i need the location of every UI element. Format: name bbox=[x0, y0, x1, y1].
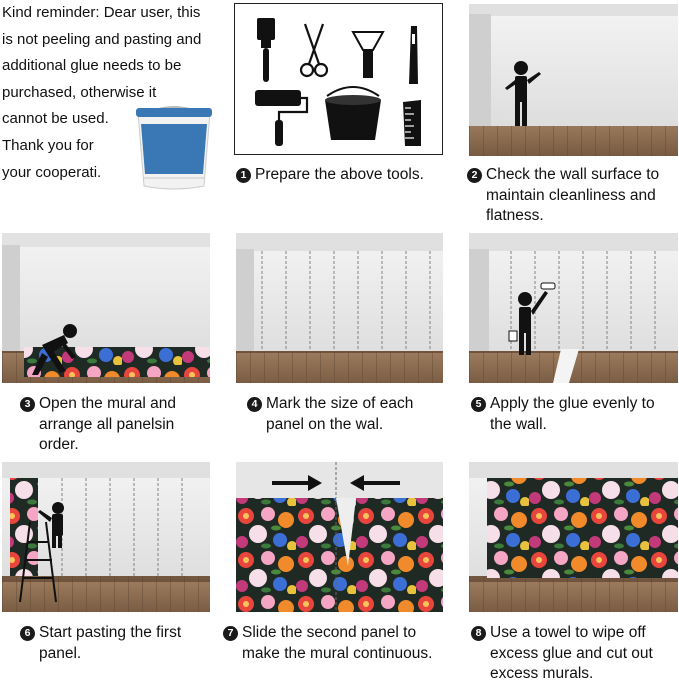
caption-line: the wall. bbox=[490, 415, 547, 433]
paint-brush-icon bbox=[257, 18, 275, 82]
step-number: 4 bbox=[247, 397, 262, 412]
paint-roller-icon bbox=[255, 90, 307, 146]
reminder-line: your cooperati. bbox=[2, 163, 102, 181]
glue-bucket-image bbox=[134, 100, 214, 190]
reminder-line: cannot be used. bbox=[2, 110, 109, 128]
scissors-icon bbox=[301, 24, 327, 76]
caption-line: Slide the second panel to bbox=[242, 624, 417, 641]
caption-line: Check the wall surface to bbox=[486, 166, 660, 183]
step-number: 8 bbox=[471, 626, 486, 641]
step-3-scene bbox=[2, 233, 210, 383]
caption-line: excess murals. bbox=[490, 665, 594, 682]
step-6-scene bbox=[2, 462, 210, 612]
caption-line: flatness. bbox=[486, 207, 544, 224]
tools-panel bbox=[234, 3, 443, 155]
step-5-caption bbox=[471, 394, 655, 435]
step-7-caption bbox=[223, 623, 432, 664]
ruler-icon bbox=[403, 100, 421, 146]
utility-knife-icon bbox=[409, 26, 418, 84]
caption-line: Mark the size of each bbox=[266, 395, 414, 412]
reminder-line: Kind reminder: Dear user, this bbox=[2, 4, 201, 21]
step-5-scene bbox=[469, 233, 678, 383]
step-1-caption bbox=[236, 165, 424, 186]
bucket-icon bbox=[325, 87, 381, 140]
caption-line: Use a towel to wipe off bbox=[490, 624, 646, 641]
scraper-icon bbox=[353, 32, 383, 78]
step-7-scene bbox=[236, 462, 443, 612]
caption-line: Start pasting the first bbox=[39, 624, 182, 641]
step-4-scene bbox=[236, 233, 443, 383]
caption-line: order. bbox=[39, 436, 79, 453]
step-number: 5 bbox=[471, 397, 486, 412]
caption-line: arrange all panelsin bbox=[39, 415, 175, 433]
step-3-caption bbox=[20, 394, 176, 456]
reminder-line: is not peeling and pasting and bbox=[2, 30, 202, 48]
step-2-scene bbox=[469, 4, 678, 156]
caption-line: panel on the wal. bbox=[266, 415, 384, 433]
step-4-caption bbox=[247, 394, 413, 435]
caption-line: Open the mural and bbox=[39, 395, 177, 412]
step-number: 7 bbox=[223, 626, 238, 641]
caption-line: Prepare the above tools. bbox=[255, 166, 424, 183]
reminder-line: Thank you for bbox=[2, 136, 94, 154]
caption-line: panel. bbox=[39, 644, 82, 662]
step-number: 3 bbox=[20, 397, 35, 412]
caption-line: excess glue and cut out bbox=[490, 644, 653, 662]
step-number: 1 bbox=[236, 168, 251, 183]
step-number: 2 bbox=[467, 168, 482, 183]
reminder-line: purchased, otherwise it bbox=[2, 83, 157, 101]
reminder-line: additional glue needs to be bbox=[2, 57, 182, 75]
caption-line: make the mural continuous. bbox=[242, 644, 433, 662]
step-number: 6 bbox=[20, 626, 35, 641]
caption-line: maintain cleanliness and bbox=[486, 186, 656, 204]
step-2-caption bbox=[467, 165, 659, 227]
step-6-caption bbox=[20, 623, 181, 664]
step-8-scene bbox=[469, 462, 678, 612]
caption-line: Apply the glue evenly to bbox=[490, 395, 655, 412]
step-8-caption bbox=[471, 623, 653, 685]
